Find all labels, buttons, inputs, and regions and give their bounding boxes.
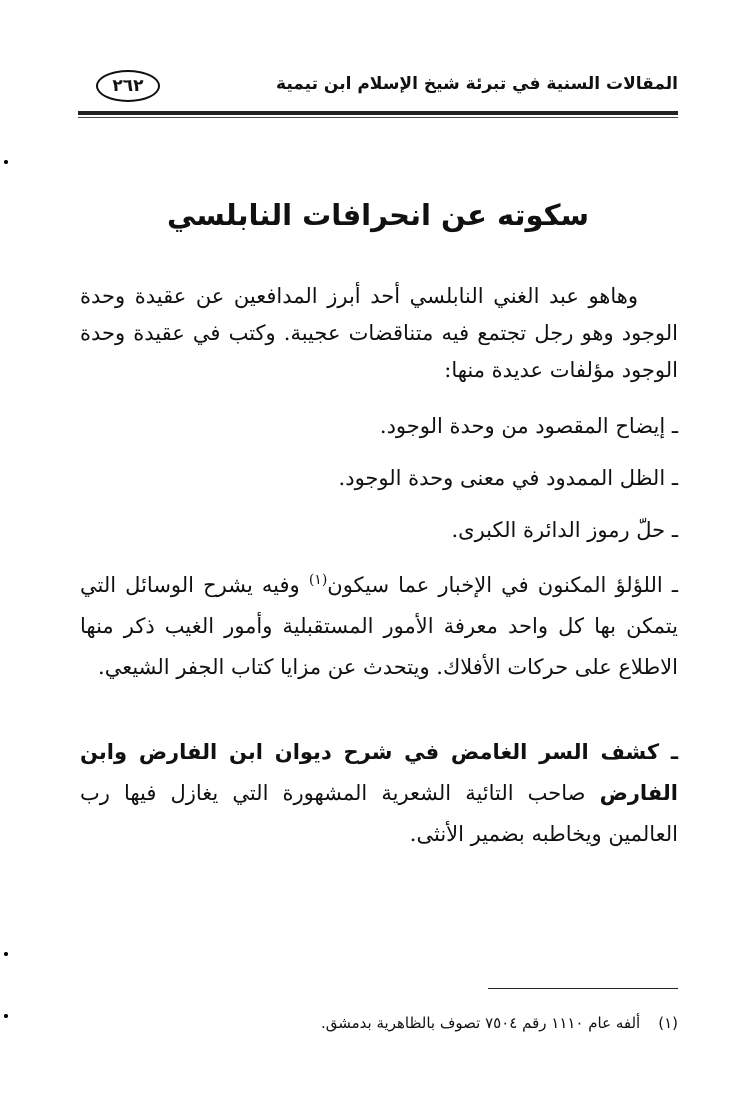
margin-dot [4,160,8,164]
section-heading: سكوته عن انحرافات النابلسي [166,198,590,232]
item-4-title: ـ اللؤلؤ المكنون في الإخبار عما سيكون [327,573,678,597]
item-5-description: صاحب التائية الشعرية المشهورة التي يغازل فيها رب العالمين ويخاطبه بضمير الأنثى. [80,781,678,846]
list-item-3: ـ حلّ رموز الدائرة الكبرى. [451,518,678,542]
page-number: ٢٦٢ [96,70,160,102]
list-item-2: ـ الظل الممدود في معنى وحدة الوجود. [338,466,678,490]
margin-dot [4,1014,8,1018]
margin-dot [4,952,8,956]
list-item-1: ـ إيضاح المقصود من وحدة الوجود. [379,414,678,438]
header-rule [78,111,678,115]
book-title: المقالات السنية في تبرئة شيخ الإسلام ابن تيمية [276,74,678,94]
header-rule-thin [78,117,678,118]
list-item-5 [80,732,678,855]
intro-paragraph: وهاهو عبد الغني النابلسي أحد أبرز المدافعين عن عقيدة وحدة الوجود وهو رجل تجتمع فيه متناقضات عجيبة. وكتب في عقيدة وحدة الوجود مؤلفات عديدة منها: [80,284,678,382]
item-5-title: ـ كشف السر الغامض في شرح ديوان ابن الفارض وابن الفارض [80,740,678,805]
footnote [80,1014,678,1032]
footnote-separator [488,988,678,989]
footnote-marker: (١) [658,1014,678,1032]
footnote-reference[interactable]: (١) [308,572,328,588]
running-header [78,70,678,116]
item-4-description: وفيه يشرح الوسائل التي يتمكن بها كل واحد معرفة الأمور المستقبلية وأمور الغيب ذكر منها الاطلاع على حركات الأفلاك. ويتحدث عن مزايا كتاب الجفر الشيعي. [80,573,678,679]
list-item-4 [80,560,678,688]
footnote-text: ألفه عام ١١١٠ رقم ٧٥٠٤ تصوف بالظاهرية بدمشق. [320,1014,641,1032]
